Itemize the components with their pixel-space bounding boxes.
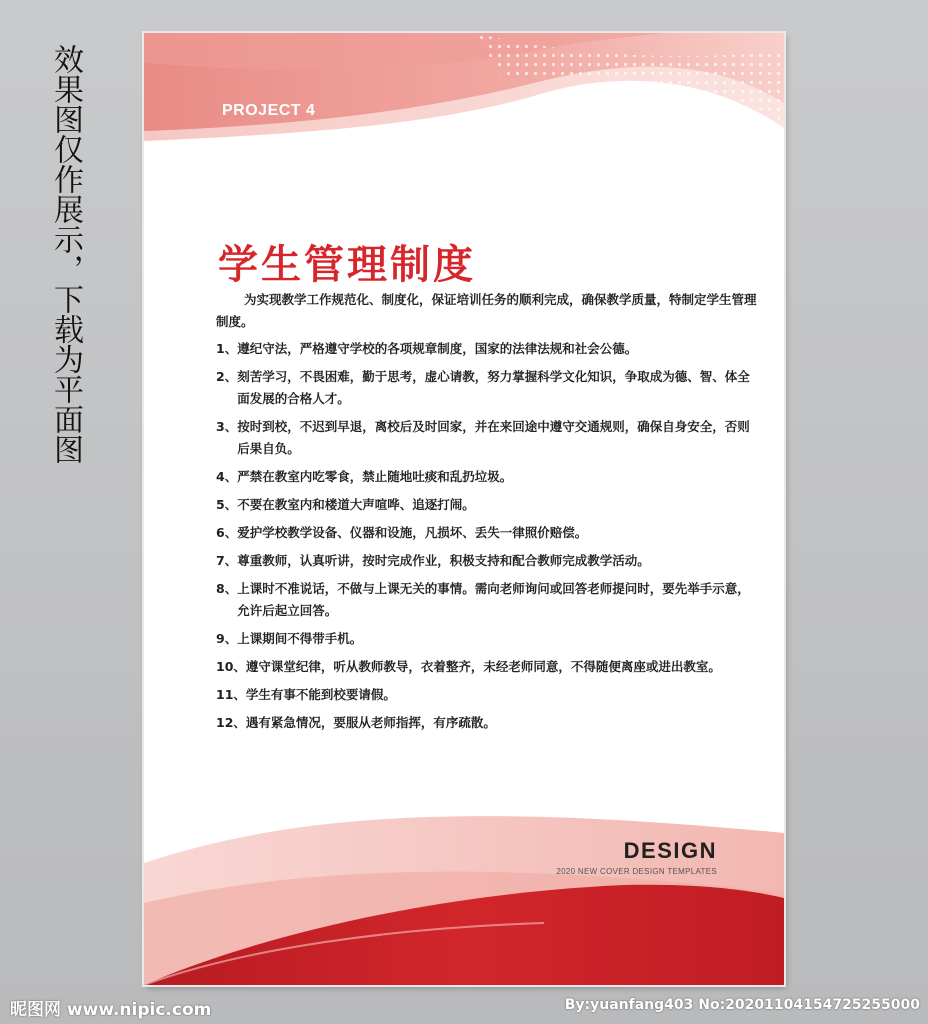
rule-text: 不要在教室内和楼道大声喧哗、追逐打闹。: [237, 497, 475, 512]
rule-text: 上课期间不得带手机。: [237, 631, 363, 646]
rule-number: 8、: [216, 581, 238, 596]
rule-text: 遵纪守法，严格遵守学校的各项规章制度，国家的法律法规和社会公德。: [237, 341, 638, 356]
rule-text: 按时到校，不迟到早退，离校后及时回家，并在来回途中遵守交通规则，确保自身安全，否则后果自负。: [237, 419, 750, 456]
rule-text: 爱护学校教学设备、仪器和设施，凡损坏、丢失一律照价赔偿。: [237, 525, 588, 540]
rule-text: 刻苦学习，不畏困难，勤于思考，虚心请教，努力掌握科学文化知识，争取成为德、智、体全面发展的合格人才。: [237, 369, 750, 406]
rule-number: 7、: [216, 553, 238, 568]
watermark-id: By:yuanfang403 No:20201104154725255000: [564, 997, 920, 1013]
project-label: PROJECT 4: [222, 102, 316, 119]
rule-item: [216, 416, 761, 460]
rule-text: 学生有事不能到校要请假。: [245, 687, 396, 702]
rule-text: 尊重教师，认真听讲，按时完成作业，积极支持和配合教师完成教学活动。: [237, 553, 650, 568]
rule-number: 11、: [216, 687, 246, 702]
rule-item: [216, 366, 761, 410]
rule-number: 6、: [216, 525, 238, 540]
rule-number: 2、: [216, 369, 238, 384]
rule-text: 遇有紧急情况，要服从老师指挥，有序疏散。: [245, 715, 496, 730]
rule-item: [216, 494, 761, 516]
rule-text: 上课时不准说话，不做与上课无关的事情。需向老师询问或回答老师提问时，要先举手示意，允许后起立回答。: [237, 581, 750, 618]
rule-item: [216, 684, 761, 706]
rule-number: 4、: [216, 469, 238, 484]
rule-number: 10、: [216, 659, 246, 674]
poster-title: 学生管理制度: [218, 242, 476, 288]
rules-list: [216, 338, 761, 740]
rule-item: [216, 550, 761, 572]
rule-item: [216, 578, 761, 622]
rule-text: 遵守课堂纪律，听从教师教导，衣着整齐，未经老师同意，不得随便离座或进出教室。: [245, 659, 721, 674]
rule-number: 1、: [216, 341, 238, 356]
rule-item: [216, 712, 761, 734]
rule-item: [216, 466, 761, 488]
rule-number: 12、: [216, 715, 246, 730]
rule-text: 严禁在教室内吃零食，禁止随地吐痰和乱扔垃圾。: [237, 469, 513, 484]
side-note: 效果图仅作展示，下载为平面图: [48, 44, 83, 464]
design-heading: DESIGN: [623, 838, 717, 863]
rule-number: 3、: [216, 419, 238, 434]
rule-number: 5、: [216, 497, 238, 512]
watermark-site: 昵图网 www.nipic.com: [10, 1000, 212, 1020]
intro-paragraph: 为实现教学工作规范化、制度化，保证培训任务的顺利完成，确保教学质量，特制定学生管理制度。: [216, 292, 757, 329]
rule-number: 9、: [216, 631, 238, 646]
rule-item: [216, 522, 761, 544]
poster: [144, 33, 784, 985]
rule-item: [216, 338, 761, 360]
design-subtitle: 2020 NEW COVER DESIGN TEMPLATES: [556, 867, 717, 876]
rule-item: [216, 656, 761, 678]
rule-item: [216, 628, 761, 650]
